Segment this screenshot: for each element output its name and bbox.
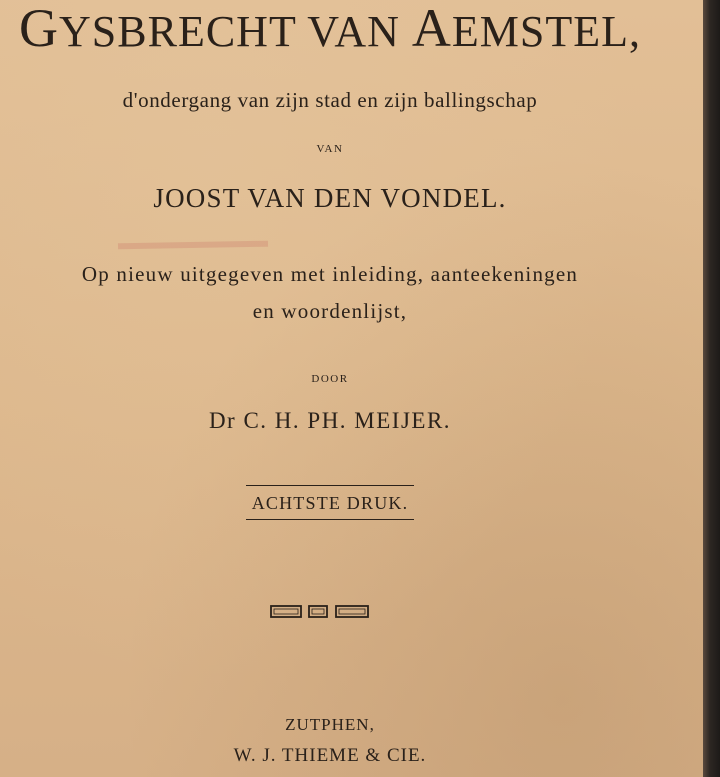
editor-name: Dr C. H. PH. MEIJER. xyxy=(208,408,452,433)
faded-stamp-mark xyxy=(118,241,268,250)
title-initial-a: A xyxy=(411,0,452,58)
edition-block xyxy=(0,485,660,520)
book-title xyxy=(0,0,660,60)
book-subtitle: d'ondergang van zijn stad en zijn ballingschap xyxy=(122,88,538,112)
title-part-1: YSBRECHT VAN xyxy=(59,7,412,56)
edition-note-line-1: Op nieuw uitgegeven met inleiding, aanteekeningen xyxy=(81,262,579,286)
imprint-place: ZUTPHEN, xyxy=(285,715,375,734)
title-part-2: EMSTEL, xyxy=(451,7,641,56)
author-name: JOOST VAN DEN VONDEL. xyxy=(153,183,507,213)
title-initial-g: G xyxy=(19,0,59,58)
edition-note-line-2: en woordenlijst, xyxy=(252,299,408,323)
van-label: VAN xyxy=(316,143,344,155)
imprint-publisher: W. J. THIEME & CIE. xyxy=(233,745,427,766)
door-label: DOOR xyxy=(311,373,349,385)
edition-label: ACHTSTE DRUK. xyxy=(246,485,415,520)
page-edge xyxy=(703,0,720,777)
ornament-icon xyxy=(270,604,370,620)
